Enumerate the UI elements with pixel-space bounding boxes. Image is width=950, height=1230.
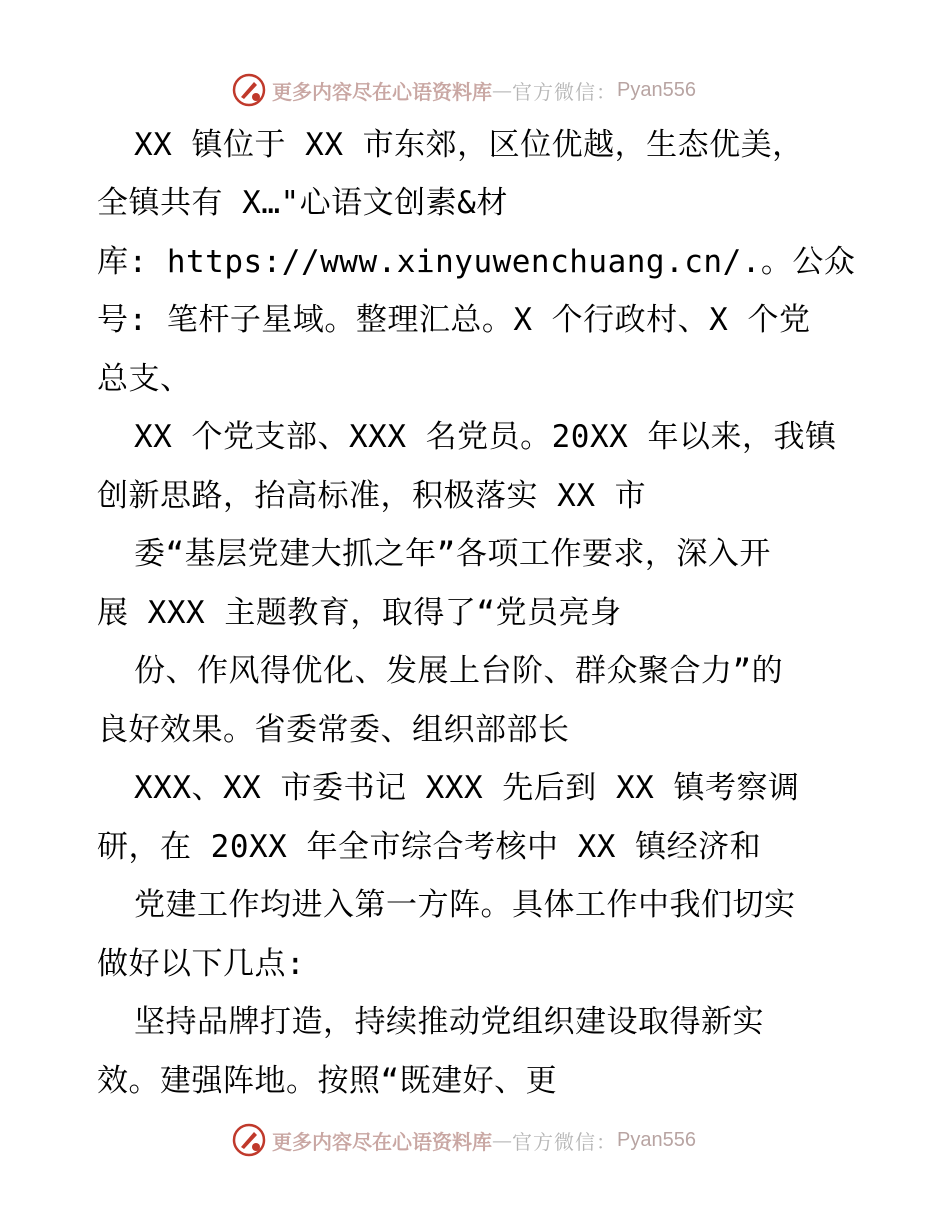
- text-line: 总支、: [97, 361, 192, 397]
- text-line: XXX、XX 市委书记 XXX 先后到 XX 镇考察调: [134, 770, 800, 806]
- text-line: 坚持品牌打造，持续推动党组织建设取得新实: [134, 1004, 764, 1040]
- banner-wechat-label: 官方微信：: [512, 79, 617, 104]
- text-line: 效。建强阵地。按照“既建好、更: [97, 1063, 558, 1099]
- banner-dash: —: [492, 78, 512, 102]
- banner-slogan: 更多内容尽在心语资料库: [272, 79, 492, 104]
- text-line: 委“基层党建大抓之年”各项工作要求，深入开: [134, 536, 771, 572]
- text-line: 展 XXX 主题教育，取得了“党员亮身: [97, 595, 622, 631]
- text-line: 号: 笔杆子星域。整理汇总。X 个行政村、X 个党: [97, 302, 811, 338]
- banner-wechat-id: Pyan556: [617, 1128, 696, 1151]
- header-watermark-banner: [232, 72, 696, 108]
- text-line: 党建工作均进入第一方阵。具体工作中我们切实: [134, 887, 796, 923]
- text-line: 库: https://www.xinyuwenchuang.cn/.。公众: [97, 244, 856, 280]
- text-line: 份、作风得优化、发展上台阶、群众聚合力”的: [134, 653, 784, 689]
- text-line: XX 镇位于 XX 市东郊，区位优越，生态优美，: [134, 127, 804, 163]
- footer-watermark-banner: [232, 1122, 696, 1158]
- text-line: 良好效果。省委常委、组织部部长: [97, 712, 570, 748]
- text-line: 做好以下几点:: [97, 946, 306, 982]
- banner-wechat-id: Pyan556: [617, 78, 696, 101]
- brand-logo-icon: [232, 73, 266, 107]
- brand-logo-icon: [232, 1123, 266, 1157]
- text-line: 研，在 20XX 年全市综合考核中 XX 镇经济和: [97, 829, 762, 865]
- banner-slogan: 更多内容尽在心语资料库: [272, 1129, 492, 1154]
- banner-dash: —: [492, 1128, 512, 1152]
- banner-wechat-label: 官方微信：: [512, 1129, 617, 1154]
- text-line: 创新思路，抬高标准，积极落实 XX 市: [97, 478, 647, 514]
- text-line: 全镇共有 X…"心语文创素&材: [97, 185, 508, 221]
- text-line: XX 个党支部、XXX 名党员。20XX 年以来，我镇: [134, 419, 837, 455]
